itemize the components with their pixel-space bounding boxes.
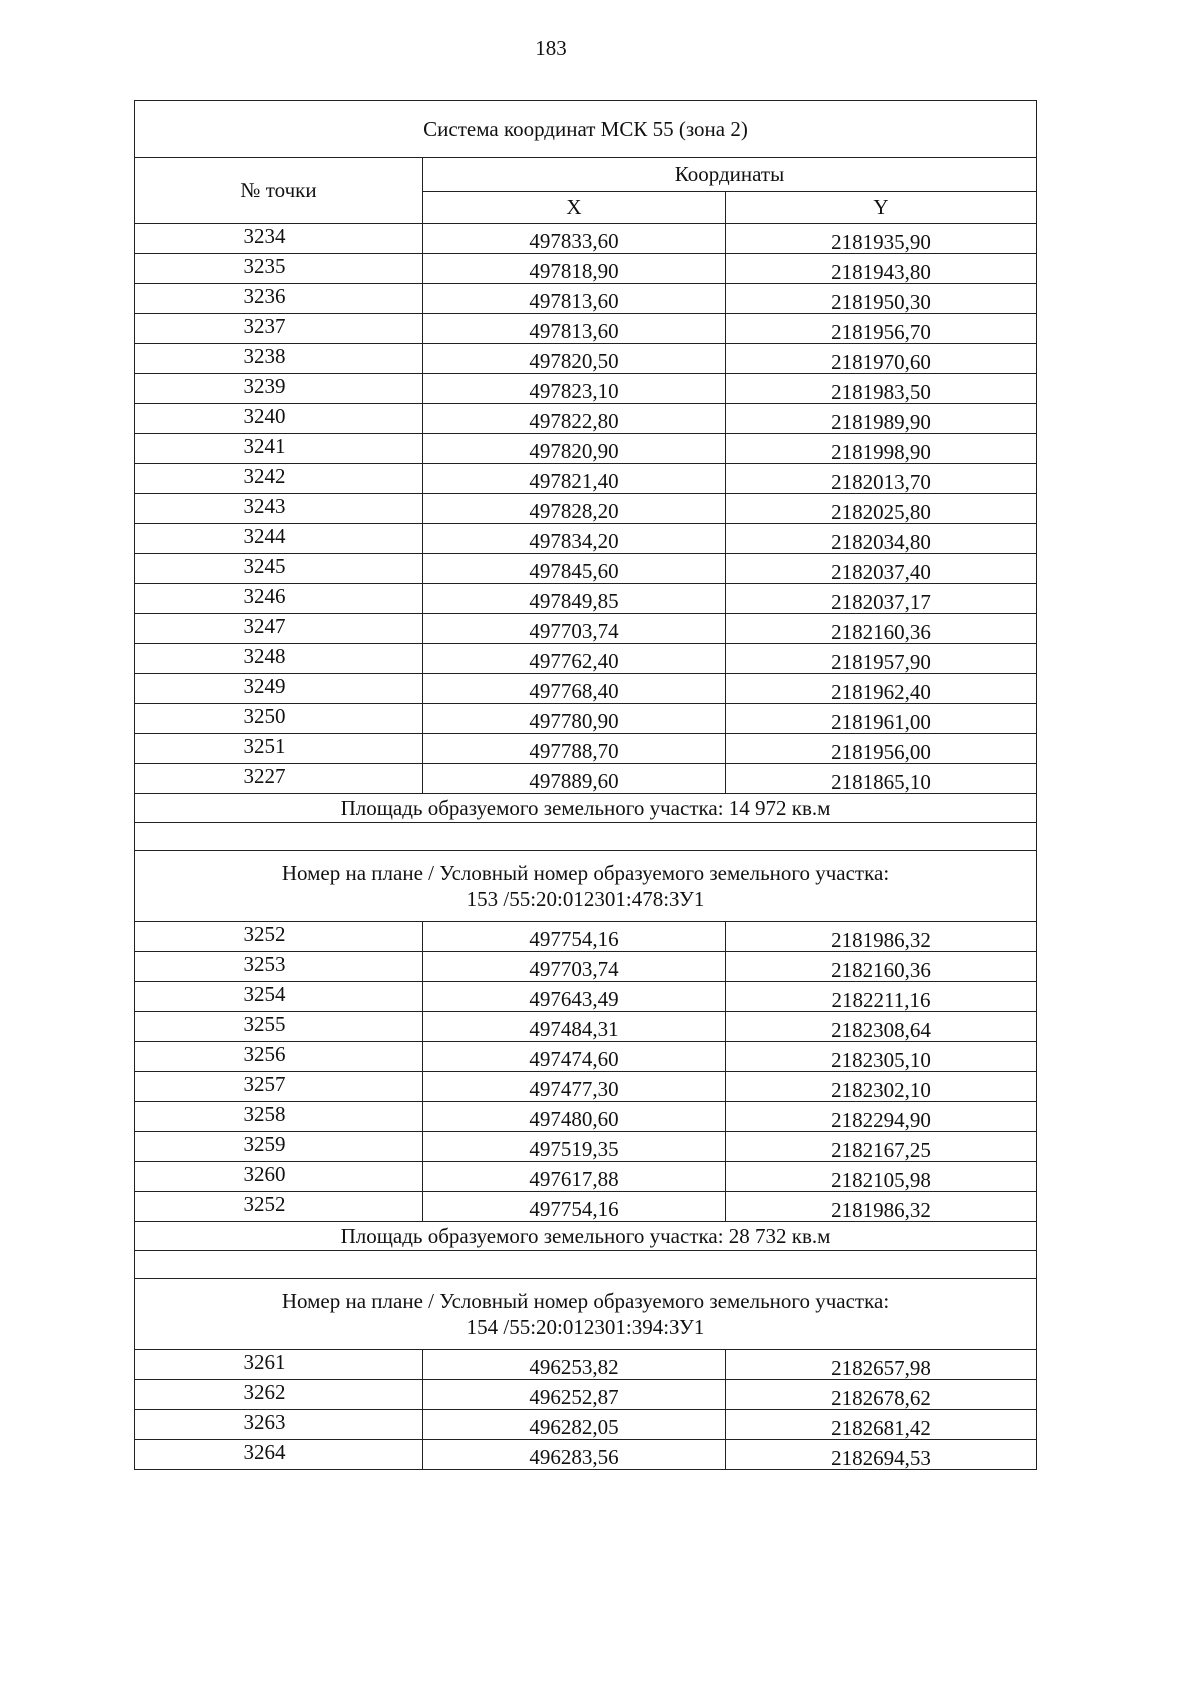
area-row [135,1222,1037,1251]
y-coordinate-cell: 2182657,98 [726,1350,1037,1380]
table-row [135,1440,1037,1470]
point-number-cell: 3254 [135,982,423,1012]
y-coordinate-cell: 2181998,90 [726,434,1037,464]
table-row [135,1192,1037,1222]
table-row [135,404,1037,434]
point-number-cell: 3239 [135,374,423,404]
x-coordinate-cell: 496282,05 [423,1410,726,1440]
point-number-cell: 3262 [135,1380,423,1410]
table-row [135,584,1037,614]
point-number-cell: 3264 [135,1440,423,1470]
point-number-cell: 3250 [135,704,423,734]
y-coordinate-cell: 2181935,90 [726,224,1037,254]
point-number-cell: 3234 [135,224,423,254]
x-coordinate-cell: 497834,20 [423,524,726,554]
blank-row [135,823,1037,851]
y-coordinate-cell: 2181943,80 [726,254,1037,284]
table-row [135,674,1037,704]
point-number-cell: 3236 [135,284,423,314]
point-number-cell: 3242 [135,464,423,494]
plot-header-row [135,1279,1037,1350]
x-coordinate-cell: 497818,90 [423,254,726,284]
table-row [135,982,1037,1012]
x-coordinate-cell: 497768,40 [423,674,726,704]
x-coordinate-cell: 497889,60 [423,764,726,794]
point-number-cell: 3263 [135,1410,423,1440]
blank-cell [135,1251,1037,1279]
y-coordinate-cell: 2182294,90 [726,1102,1037,1132]
table-row [135,614,1037,644]
column-header-x: X [423,192,726,224]
table-row [135,254,1037,284]
table-row [135,1042,1037,1072]
y-coordinate-cell: 2182694,53 [726,1440,1037,1470]
area-text: Площадь образуемого земельного участка: 28 732 кв.м [135,1222,1037,1251]
table-title: Система координат МСК 55 (зона 2) [135,101,1037,158]
table-row [135,922,1037,952]
table-row [135,284,1037,314]
y-coordinate-cell: 2182013,70 [726,464,1037,494]
y-coordinate-cell: 2181970,60 [726,344,1037,374]
x-coordinate-cell: 497703,74 [423,952,726,982]
y-coordinate-cell: 2182160,36 [726,614,1037,644]
point-number-cell: 3237 [135,314,423,344]
table-row [135,1162,1037,1192]
plot-header-row [135,851,1037,922]
point-number-cell: 3252 [135,922,423,952]
table-row [135,952,1037,982]
table-row [135,1380,1037,1410]
table-row [135,224,1037,254]
table-row [135,524,1037,554]
coordinates-table-body [135,101,1037,1470]
table-row [135,494,1037,524]
y-coordinate-cell: 2182037,40 [726,554,1037,584]
table-row [135,314,1037,344]
y-coordinate-cell: 2182025,80 [726,494,1037,524]
table-title-row [135,101,1037,158]
x-coordinate-cell: 497703,74 [423,614,726,644]
y-coordinate-cell: 2182105,98 [726,1162,1037,1192]
table-row [135,374,1037,404]
x-coordinate-cell: 497833,60 [423,224,726,254]
point-number-cell: 3251 [135,734,423,764]
x-coordinate-cell: 497813,60 [423,284,726,314]
y-coordinate-cell: 2182302,10 [726,1072,1037,1102]
x-coordinate-cell: 497480,60 [423,1102,726,1132]
table-row [135,1350,1037,1380]
table-row [135,1410,1037,1440]
column-header-coordinates: Координаты [423,158,1037,192]
point-number-cell: 3246 [135,584,423,614]
point-number-cell: 3241 [135,434,423,464]
x-coordinate-cell: 497823,10 [423,374,726,404]
x-coordinate-cell: 497828,20 [423,494,726,524]
x-coordinate-cell: 497519,35 [423,1132,726,1162]
point-number-cell: 3238 [135,344,423,374]
x-coordinate-cell: 497754,16 [423,922,726,952]
x-coordinate-cell: 497762,40 [423,644,726,674]
y-coordinate-cell: 2182681,42 [726,1410,1037,1440]
x-coordinate-cell: 497845,60 [423,554,726,584]
y-coordinate-cell: 2182167,25 [726,1132,1037,1162]
blank-row [135,1251,1037,1279]
x-coordinate-cell: 497780,90 [423,704,726,734]
area-row [135,794,1037,823]
point-number-cell: 3258 [135,1102,423,1132]
x-coordinate-cell: 497820,90 [423,434,726,464]
table-row [135,1132,1037,1162]
table-row [135,764,1037,794]
page-number: 183 [535,36,567,60]
point-number-cell: 3243 [135,494,423,524]
x-coordinate-cell: 496253,82 [423,1350,726,1380]
plot-number: 154 /55:20:012301:394:ЗУ1 [466,1315,705,1339]
y-coordinate-cell: 2181986,32 [726,922,1037,952]
table-row [135,704,1037,734]
blank-cell [135,823,1037,851]
y-coordinate-cell: 2181865,10 [726,764,1037,794]
x-coordinate-cell: 497822,80 [423,404,726,434]
point-number-cell: 3261 [135,1350,423,1380]
y-coordinate-cell: 2181956,70 [726,314,1037,344]
y-coordinate-cell: 2181956,00 [726,734,1037,764]
column-header-y: Y [726,192,1037,224]
plot-label: Номер на плане / Условный номер образуемого земельного участка: [281,860,890,885]
point-number-cell: 3255 [135,1012,423,1042]
table-row [135,644,1037,674]
y-coordinate-cell: 2182160,36 [726,952,1037,982]
y-coordinate-cell: 2182037,17 [726,584,1037,614]
x-coordinate-cell: 497484,31 [423,1012,726,1042]
y-coordinate-cell: 2182305,10 [726,1042,1037,1072]
table-row [135,554,1037,584]
x-coordinate-cell: 496252,87 [423,1380,726,1410]
point-number-cell: 3259 [135,1132,423,1162]
y-coordinate-cell: 2182678,62 [726,1380,1037,1410]
table-row [135,434,1037,464]
point-number-cell: 3248 [135,644,423,674]
y-coordinate-cell: 2181962,40 [726,674,1037,704]
plot-number: 153 /55:20:012301:478:ЗУ1 [466,887,705,911]
point-number-cell: 3227 [135,764,423,794]
y-coordinate-cell: 2182034,80 [726,524,1037,554]
y-coordinate-cell: 2181961,00 [726,704,1037,734]
point-number-cell: 3245 [135,554,423,584]
point-number-cell: 3256 [135,1042,423,1072]
x-coordinate-cell: 497821,40 [423,464,726,494]
point-number-cell: 3253 [135,952,423,982]
y-coordinate-cell: 2181950,30 [726,284,1037,314]
y-coordinate-cell: 2182211,16 [726,982,1037,1012]
point-number-cell: 3235 [135,254,423,284]
x-coordinate-cell: 497849,85 [423,584,726,614]
x-coordinate-cell: 497788,70 [423,734,726,764]
x-coordinate-cell: 497813,60 [423,314,726,344]
column-header-point: № точки [135,158,423,224]
x-coordinate-cell: 497474,60 [423,1042,726,1072]
table-row [135,1072,1037,1102]
header-row [135,158,1037,192]
plot-header [135,851,1037,922]
x-coordinate-cell: 497477,30 [423,1072,726,1102]
point-number-cell: 3244 [135,524,423,554]
y-coordinate-cell: 2181989,90 [726,404,1037,434]
table-row [135,464,1037,494]
point-number-cell: 3249 [135,674,423,704]
y-coordinate-cell: 2181983,50 [726,374,1037,404]
coordinates-table [134,100,1037,1470]
point-number-cell: 3247 [135,614,423,644]
y-coordinate-cell: 2181986,32 [726,1192,1037,1222]
y-coordinate-cell: 2182308,64 [726,1012,1037,1042]
plot-label: Номер на плане / Условный номер образуемого земельного участка: [281,1288,890,1313]
table-row [135,734,1037,764]
x-coordinate-cell: 497643,49 [423,982,726,1012]
table-row [135,344,1037,374]
area-text: Площадь образуемого земельного участка: 14 972 кв.м [135,794,1037,823]
point-number-cell: 3240 [135,404,423,434]
point-number-cell: 3257 [135,1072,423,1102]
x-coordinate-cell: 497617,88 [423,1162,726,1192]
x-coordinate-cell: 497820,50 [423,344,726,374]
point-number-cell: 3252 [135,1192,423,1222]
x-coordinate-cell: 496283,56 [423,1440,726,1470]
x-coordinate-cell: 497754,16 [423,1192,726,1222]
plot-header [135,1279,1037,1350]
table-row [135,1012,1037,1042]
table-row [135,1102,1037,1132]
y-coordinate-cell: 2181957,90 [726,644,1037,674]
point-number-cell: 3260 [135,1162,423,1192]
